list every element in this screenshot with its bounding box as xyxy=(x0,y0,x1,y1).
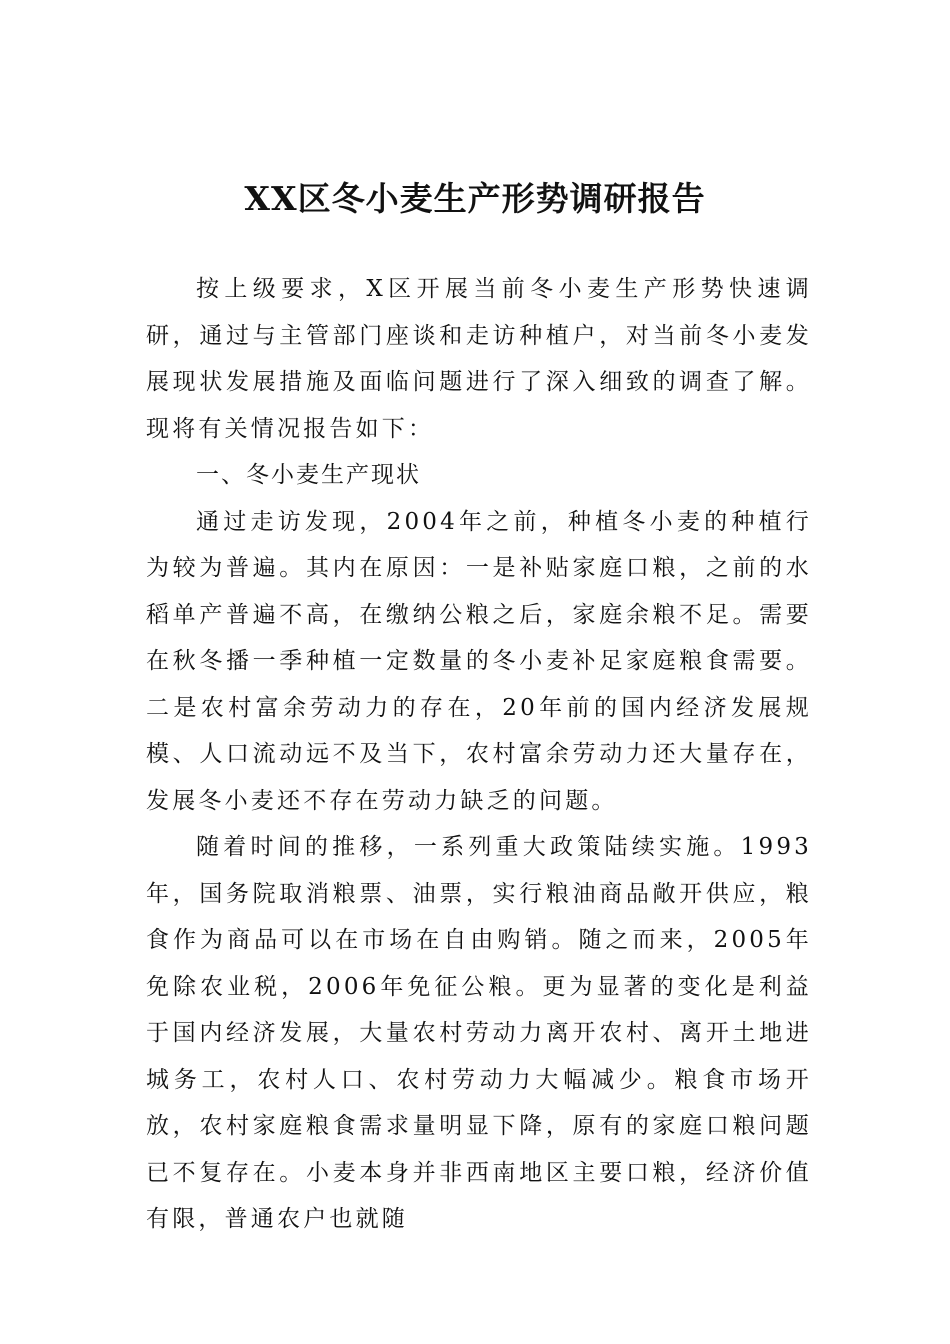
document-body xyxy=(146,266,812,1243)
body-paragraph: 随着时间的推移，一系列重大政策陆续实施。1993年，国务院取消粮票、油票，实行粮油商品敞开供应，粮食作为商品可以在市场在自由购销。随之而来，2005年免除农业税，2006年免征公粮。更为显著的变化是利益于国内经济发展，大量农村劳动力离开农村、离开土地进城务工，农村人口、农村劳动力大幅减少。粮食市场开放，农村家庭粮食需求量明显下降，原有的家庭口粮问题已不复存在。小麦本身并非西南地区主要口粮，经济价值有限，普通农户也就随 xyxy=(146,834,812,1232)
intro-paragraph: 按上级要求，X区开展当前冬小麦生产形势快速调研，通过与主管部门座谈和走访种植户，对当前冬小麦发展现状发展措施及面临问题进行了深入细致的调查了解。现将有关情况报告如下： xyxy=(146,276,812,442)
document-title: XX区冬小麦生产形势调研报告 xyxy=(244,179,706,218)
section-heading-1: 一、冬小麦生产现状 xyxy=(196,462,421,488)
body-paragraph: 通过走访发现，2004年之前，种植冬小麦的种植行为较为普遍。其内在原因：一是补贴家庭口粮，之前的水稻单产普遍不高，在缴纳公粮之后，家庭余粮不足。需要在秋冬播一季种植一定数量的冬小麦补足家庭粮食需要。二是农村富余劳动力的存在，20年前的国内经济发展规模、人口流动远不及当下，农村富余劳动力还大量存在，发展冬小麦还不存在劳动力缺乏的问题。 xyxy=(146,508,812,814)
